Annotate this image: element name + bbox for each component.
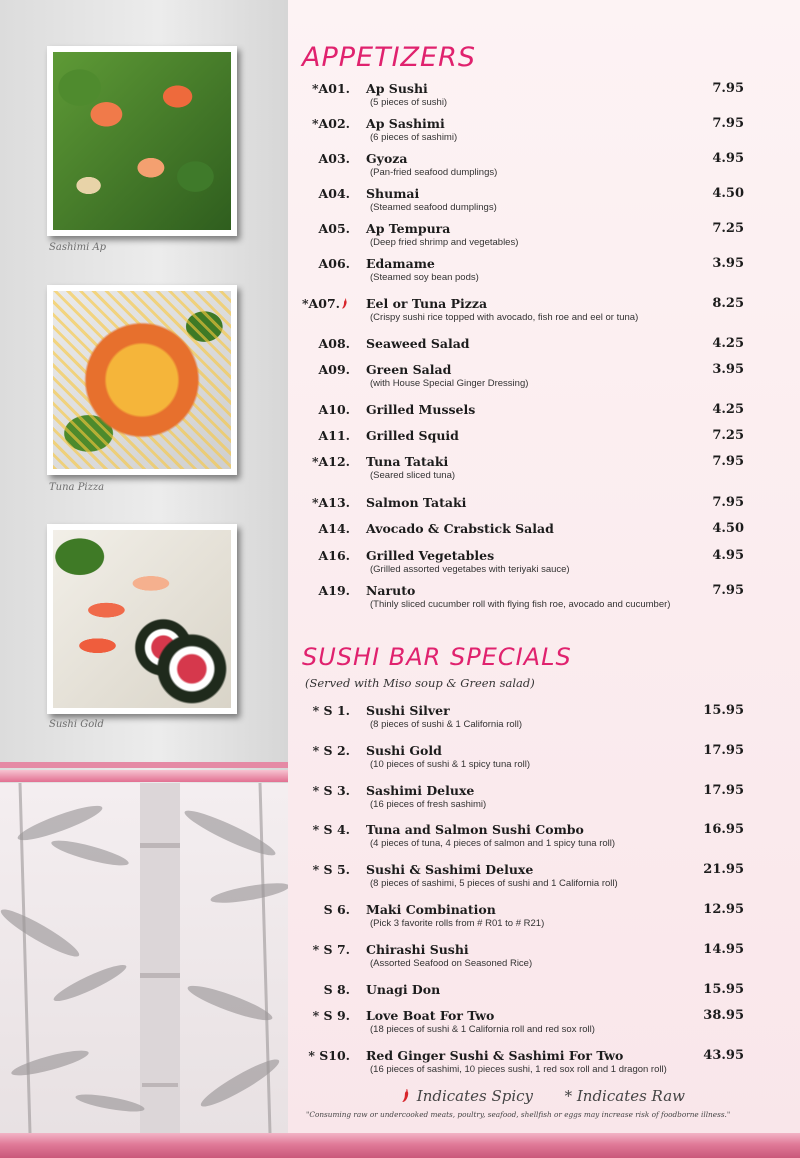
item-code-text: *A07. — [302, 296, 340, 311]
item-price: 7.95 — [712, 495, 744, 510]
menu-item — [300, 703, 744, 737]
item-code-text: * S 9. — [312, 1008, 350, 1023]
section-title-appetizers: APPETIZERS — [302, 42, 477, 73]
item-price: 12.95 — [703, 902, 744, 917]
item-price: 38.95 — [703, 1008, 744, 1023]
photo-caption: Tuna Pizza — [49, 482, 105, 493]
item-price: 7.95 — [712, 116, 744, 131]
item-code-text: *A12. — [312, 454, 350, 469]
item-name: Love Boat For Two — [366, 1008, 495, 1023]
item-name: Seaweed Salad — [366, 336, 470, 351]
item-name: Sashimi Deluxe — [366, 783, 475, 798]
menu-item — [300, 862, 744, 896]
item-name: Tuna Tataki — [366, 454, 449, 469]
item-description: (16 pieces of fresh sashimi) — [370, 799, 487, 810]
item-name: Red Ginger Sushi & Sashimi For Two — [366, 1048, 624, 1063]
item-description: (8 pieces of sushi & 1 California roll) — [370, 719, 523, 730]
item-code-text: A14. — [318, 521, 350, 536]
item-code-text: *A02. — [312, 116, 350, 131]
item-code — [319, 428, 350, 443]
item-name: Ap Sashimi — [366, 116, 445, 131]
item-price: 7.95 — [712, 81, 744, 96]
tuna-pizza-photo — [47, 285, 237, 475]
item-code — [313, 1008, 350, 1023]
item-price: 3.95 — [712, 362, 744, 377]
item-name: Grilled Mussels — [366, 402, 476, 417]
item-description: (Deep fried shrimp and vegetables) — [370, 237, 519, 248]
item-code — [319, 402, 350, 417]
item-code — [324, 982, 350, 997]
sushi-gold-photo — [47, 524, 237, 714]
item-name: Salmon Tataki — [366, 495, 467, 510]
chili-pepper-icon — [341, 298, 348, 309]
item-price: 7.25 — [712, 428, 744, 443]
item-price: 4.50 — [712, 521, 744, 536]
item-description: (Thinly sliced cucumber roll with flying fish roe, avocado and cucumber) — [370, 599, 671, 610]
item-description: (4 pieces of tuna, 4 pieces of salmon and 1 spicy tuna roll) — [370, 838, 616, 849]
item-price: 43.95 — [703, 1048, 744, 1063]
bottom-stripe — [0, 1133, 800, 1158]
item-price: 17.95 — [703, 743, 744, 758]
item-code-text: * S 2. — [312, 743, 350, 758]
item-code-text: * S 4. — [312, 822, 350, 837]
item-code — [312, 454, 350, 469]
bamboo-illustration — [0, 783, 288, 1133]
section-subtitle: (Served with Miso soup & Green salad) — [305, 676, 535, 690]
item-description: (Assorted Seafood on Seasoned Rice) — [370, 958, 533, 969]
menu-item — [300, 296, 744, 330]
item-price: 15.95 — [703, 703, 744, 718]
item-code-text: *A01. — [312, 81, 350, 96]
menu-item — [300, 548, 744, 582]
item-code-text: * S 5. — [312, 862, 350, 877]
item-code-text: A19. — [318, 583, 350, 598]
item-price: 14.95 — [703, 942, 744, 957]
item-price: 4.95 — [712, 548, 744, 563]
item-description: (6 pieces of sashimi) — [370, 132, 458, 143]
section-title-sushi-bar: SUSHI BAR SPECIALS — [302, 643, 572, 671]
sashimi-photo — [47, 46, 237, 236]
item-code — [319, 151, 350, 166]
item-code — [313, 862, 350, 877]
item-code-text: A10. — [318, 402, 350, 417]
item-name: Eel or Tuna Pizza — [366, 296, 488, 311]
item-name: Naruto — [366, 583, 416, 598]
photo-caption: Sushi Gold — [49, 719, 104, 730]
item-code-text: A16. — [318, 548, 350, 563]
item-code — [312, 81, 350, 96]
photo-caption: Sashimi Ap — [49, 242, 107, 253]
legend-raw: * Indicates Raw — [564, 1087, 685, 1105]
item-code — [319, 336, 350, 351]
item-price: 4.95 — [712, 151, 744, 166]
item-name: Gyoza — [366, 151, 408, 166]
item-code — [324, 902, 350, 917]
item-code — [319, 221, 350, 236]
item-name: Tuna and Salmon Sushi Combo — [366, 822, 584, 837]
item-code — [302, 296, 350, 311]
menu-item — [300, 942, 744, 976]
item-name: Ap Sushi — [366, 81, 428, 96]
menu-item — [300, 743, 744, 777]
item-description: (Steamed soy bean pods) — [370, 272, 479, 283]
item-description: (Crispy sushi rice topped with avocado, fish roe and eel or tuna) — [370, 312, 639, 323]
item-price: 7.95 — [712, 583, 744, 598]
sidebar — [0, 0, 288, 1158]
item-code — [319, 583, 350, 598]
menu-item — [300, 822, 744, 856]
item-code-text: * S10. — [308, 1048, 350, 1063]
divider-stripe — [0, 762, 288, 768]
item-description: (5 pieces of sushi) — [370, 97, 448, 108]
item-description: (Pan-fried seafood dumplings) — [370, 167, 498, 178]
item-code-text: A11. — [318, 428, 350, 443]
item-description: (Seared sliced tuna) — [370, 470, 456, 481]
item-description: (10 pieces of sushi & 1 spicy tuna roll) — [370, 759, 530, 770]
item-name: Ap Tempura — [366, 221, 451, 236]
item-code — [319, 256, 350, 271]
item-code-text: A08. — [318, 336, 350, 351]
item-code-text: A09. — [318, 362, 350, 377]
item-code — [319, 362, 350, 377]
item-code — [313, 743, 350, 758]
item-code-text: A03. — [318, 151, 350, 166]
item-code — [313, 942, 350, 957]
item-code — [312, 495, 350, 510]
item-description: (Grilled assorted vegetabes with teriyaki sauce) — [370, 564, 570, 575]
item-name: Grilled Squid — [366, 428, 459, 443]
item-name: Edamame — [366, 256, 435, 271]
item-price: 3.95 — [712, 256, 744, 271]
item-code-text: * S 7. — [312, 942, 350, 957]
item-code-text: A05. — [318, 221, 350, 236]
item-code — [319, 521, 350, 536]
item-price: 8.25 — [712, 296, 744, 311]
item-price: 4.50 — [712, 186, 744, 201]
item-code — [313, 783, 350, 798]
item-name: Sushi Gold — [366, 743, 442, 758]
item-code — [319, 548, 350, 563]
menu-item — [300, 151, 744, 185]
item-code-text: S 8. — [323, 982, 350, 997]
item-description: (16 pieces of sashimi, 10 pieces sushi, 1 red sox roll and 1 dragon roll) — [370, 1064, 667, 1075]
legend-spicy: Indicates Spicy — [416, 1087, 534, 1105]
item-name: Maki Combination — [366, 902, 496, 917]
item-price: 17.95 — [703, 783, 744, 798]
menu-item — [300, 583, 744, 617]
menu-item — [300, 81, 744, 115]
menu-item — [300, 116, 744, 150]
item-name: Sushi Silver — [366, 703, 450, 718]
menu-item — [300, 902, 744, 936]
item-code-text: A04. — [318, 186, 350, 201]
chili-pepper-icon — [401, 1088, 410, 1103]
item-price: 21.95 — [703, 862, 744, 877]
menu-item — [300, 186, 744, 220]
item-code-text: A06. — [318, 256, 350, 271]
item-code — [319, 186, 350, 201]
item-code — [312, 116, 350, 131]
item-code — [313, 822, 350, 837]
menu-item — [300, 362, 744, 396]
item-description: (Steamed seafood dumplings) — [370, 202, 497, 213]
item-name: Sushi & Sashimi Deluxe — [366, 862, 534, 877]
menu-item — [300, 221, 744, 255]
menu-item — [300, 1048, 744, 1082]
menu-item — [300, 256, 744, 290]
menu-item — [300, 783, 744, 817]
item-name: Unagi Don — [366, 982, 441, 997]
item-description: (8 pieces of sashimi, 5 pieces of sushi and 1 California roll) — [370, 878, 618, 889]
item-description: (Pick 3 favorite rolls from # R01 to # R21) — [370, 918, 545, 929]
item-name: Green Salad — [366, 362, 452, 377]
item-name: Shumai — [366, 186, 420, 201]
item-name: Avocado & Crabstick Salad — [366, 521, 554, 536]
item-code — [313, 703, 350, 718]
item-price: 4.25 — [712, 336, 744, 351]
item-code-text: *A13. — [312, 495, 350, 510]
item-price: 7.95 — [712, 454, 744, 469]
item-code — [308, 1048, 350, 1063]
item-code-text: S 6. — [323, 902, 350, 917]
item-name: Chirashi Sushi — [366, 942, 469, 957]
menu-item — [300, 454, 744, 488]
divider-stripe — [0, 770, 288, 782]
item-price: 16.95 — [703, 822, 744, 837]
item-code-text: * S 1. — [312, 703, 350, 718]
item-description: (with House Special Ginger Dressing) — [370, 378, 529, 389]
food-safety-notice: "Consuming raw or undercooked meats, poultry, seafood, shellfish or eggs may increase risk of foodborne illness." — [306, 1110, 731, 1119]
item-price: 7.25 — [712, 221, 744, 236]
item-name: Grilled Vegetables — [366, 548, 495, 563]
menu-item — [300, 1008, 744, 1042]
item-code-text: * S 3. — [312, 783, 350, 798]
item-price: 4.25 — [712, 402, 744, 417]
item-price: 15.95 — [703, 982, 744, 997]
item-description: (18 pieces of sushi & 1 California roll and red sox roll) — [370, 1024, 595, 1035]
legend — [400, 1087, 685, 1105]
